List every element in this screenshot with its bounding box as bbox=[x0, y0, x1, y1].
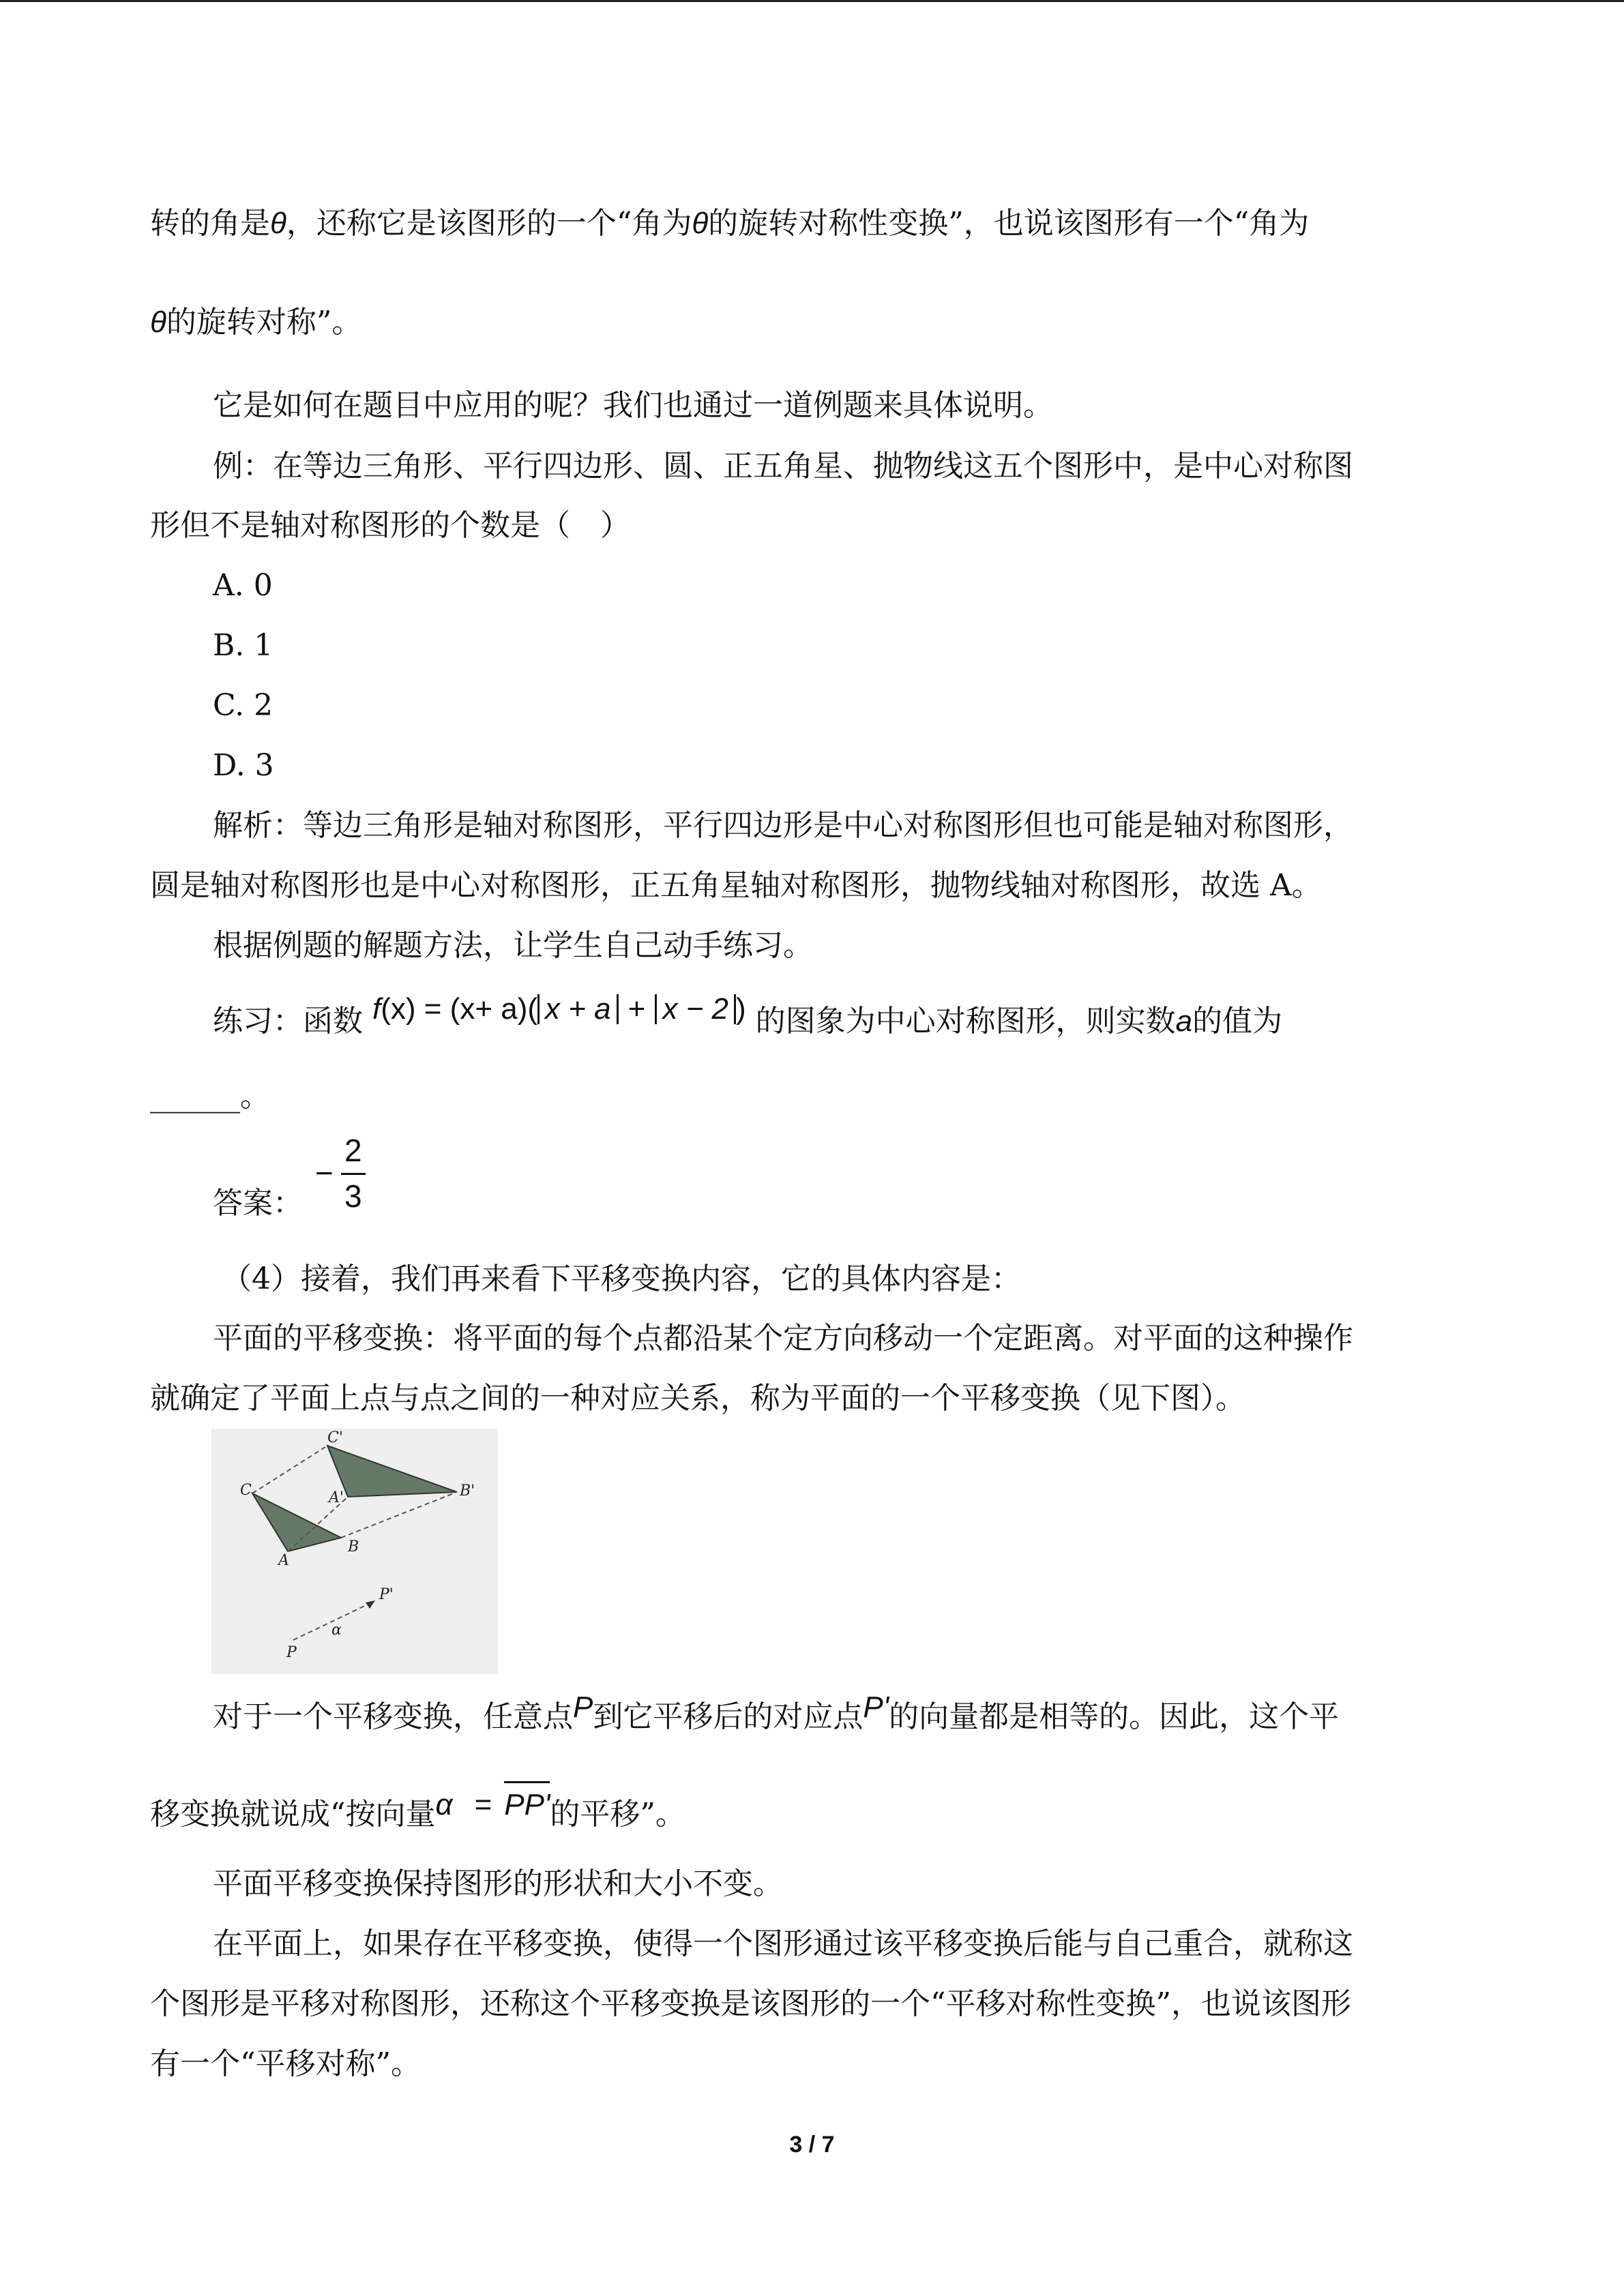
option-d: D. 3 bbox=[213, 748, 274, 783]
fraction-bar bbox=[341, 1173, 366, 1175]
text-run: 转的角是 bbox=[150, 206, 270, 241]
text-line bbox=[150, 303, 361, 342]
text-line: 解析：等边三角形是轴对称图形，平行四边形是中心对称图形但也可能是轴对称图形， bbox=[213, 808, 1353, 843]
option-c: C. 2 bbox=[213, 688, 274, 723]
text-run: 对于一个平移变换，任意点 bbox=[213, 1699, 573, 1734]
math-theta: θ bbox=[150, 305, 166, 339]
text-line: 根据例题的解题方法，让学生自己动手练习。 bbox=[213, 928, 813, 963]
math-equals: = bbox=[474, 1788, 492, 1821]
vector-arrowhead bbox=[366, 1600, 375, 1609]
math-p: P bbox=[573, 1690, 593, 1724]
math-theta: θ bbox=[270, 207, 286, 240]
answer-label: 答案： bbox=[213, 1186, 303, 1221]
label-p: P bbox=[286, 1644, 297, 1661]
math-p-prime: P' bbox=[863, 1690, 889, 1724]
math-theta: θ bbox=[692, 207, 709, 240]
function-formula bbox=[372, 992, 756, 1026]
answer-numerator: 2 bbox=[344, 1133, 362, 1168]
text-line: 就确定了平面上点与点之间的一种对应关系，称为平面的一个平移变换（见下图）。 bbox=[150, 1381, 1245, 1416]
text-run: 的平移”。 bbox=[550, 1797, 685, 1832]
label-c-prime: C' bbox=[327, 1429, 343, 1446]
text-run: 到它平移后的对应点 bbox=[593, 1699, 863, 1734]
text-run: 的旋转对称性变换”，也说该图形有一个“角为 bbox=[708, 206, 1310, 241]
text-line: 例：在等边三角形、平行四边形、圆、正五角星、抛物线这五个图形中，是中心对称图 bbox=[213, 449, 1353, 483]
label-alpha: α bbox=[331, 1622, 342, 1639]
text-line: （4）接着，我们再来看下平移变换内容，它的具体内容是： bbox=[222, 1262, 1021, 1296]
text-line: 在平面上，如果存在平移变换，使得一个图形通过该平移变换后能与自己重合，就称这 bbox=[213, 1926, 1353, 1961]
abs-term-1: x + a bbox=[537, 994, 619, 1024]
abs-term-2: x − 2 bbox=[655, 994, 736, 1024]
text-run: ，还称它是该图形的一个“角为 bbox=[286, 206, 692, 241]
translation-diagram bbox=[211, 1429, 498, 1674]
math-f: f bbox=[372, 992, 381, 1026]
top-border bbox=[0, 0, 1624, 2]
text-line: 圆是轴对称图形也是中心对称图形，正五角星轴对称图形，抛物线轴对称图形，故选 A。 bbox=[150, 868, 1322, 903]
text-run: 移变换就说成“按向量 bbox=[150, 1797, 436, 1832]
text-line: 平面的平移变换：将平面的每个点都沿某个定方向移动一个定距离。对平面的这种操作 bbox=[213, 1321, 1353, 1356]
answer-denominator: 3 bbox=[344, 1178, 362, 1214]
label-b-prime: B' bbox=[460, 1482, 475, 1500]
text-line: 有一个“平移对称”。 bbox=[150, 2046, 421, 2081]
answer-blank: ______。 bbox=[150, 1079, 270, 1114]
label-a-prime: A' bbox=[329, 1489, 344, 1506]
math-alpha: α bbox=[435, 1788, 453, 1821]
translation-figure bbox=[211, 1429, 498, 1674]
triangle-abc-prime bbox=[327, 1446, 457, 1497]
text-run: 练习：函数 bbox=[213, 1004, 363, 1039]
text-line: 形但不是轴对称图形的个数是（ ） bbox=[150, 508, 630, 543]
label-p-prime: P' bbox=[379, 1586, 394, 1603]
text-line bbox=[150, 205, 1309, 243]
text-run: 的向量都是相等的。因此，这个平 bbox=[889, 1699, 1340, 1734]
math-plus: + bbox=[628, 992, 646, 1026]
text-run: 的旋转对称”。 bbox=[166, 305, 362, 340]
dashed-arrow-c bbox=[252, 1446, 327, 1493]
math-close: ) bbox=[735, 992, 746, 1026]
vector-pp-prime: PP' bbox=[504, 1781, 550, 1824]
text-line bbox=[150, 1788, 685, 1834]
exercise-line bbox=[213, 992, 1283, 1041]
label-c: C bbox=[240, 1482, 252, 1499]
text-line: 个图形是平移对称图形，还称这个平移变换是该图形的一个“平移对称性变换”，也说该图形 bbox=[150, 1986, 1351, 2021]
text-run: 的图象为中心对称图形，则实数 bbox=[755, 1004, 1176, 1039]
option-a: A. 0 bbox=[213, 568, 273, 603]
text-line: 平面平移变换保持图形的形状和大小不变。 bbox=[213, 1866, 783, 1901]
text-line: 它是如何在题目中应用的呢？我们也通过一道例题来具体说明。 bbox=[213, 388, 1053, 423]
option-b: B. 1 bbox=[213, 628, 274, 663]
page-number: 3 / 7 bbox=[789, 2132, 835, 2158]
text-line bbox=[213, 1690, 1340, 1736]
label-b: B bbox=[348, 1538, 359, 1555]
math-a: a bbox=[1175, 1004, 1193, 1038]
answer-sign: − bbox=[315, 1155, 334, 1191]
dashed-arrow-b bbox=[341, 1492, 457, 1538]
label-a: A bbox=[278, 1552, 289, 1569]
math-args: (x) = (x+ a)( bbox=[381, 992, 538, 1026]
text-run: 的值为 bbox=[1192, 1004, 1283, 1039]
